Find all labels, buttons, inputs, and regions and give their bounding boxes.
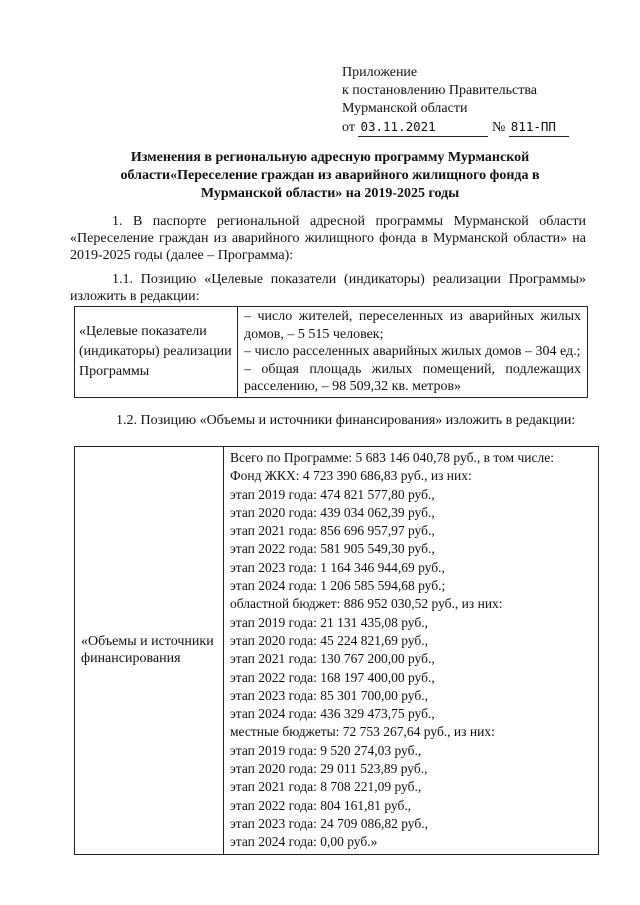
appendix-block xyxy=(342,64,569,137)
financing-line: этап 2024 года: 436 329 473,75 руб., xyxy=(230,706,435,722)
financing-line: Фонд ЖКХ: 4 723 390 686,83 руб., из них: xyxy=(230,468,472,484)
financing-line: этап 2021 года: 130 767 200,00 руб., xyxy=(230,651,435,667)
financing-line: этап 2021 года: 8 708 221,09 руб., xyxy=(230,779,422,795)
appendix-line-3: Мурманской области xyxy=(342,101,468,116)
financing-line: этап 2023 года: 24 709 086,82 руб., xyxy=(230,815,428,831)
targets-line: – общая площадь жилых помещений, подлежащих расселению, – 98 509,32 кв. метров» xyxy=(244,361,581,394)
financing-line: этап 2020 года: 45 224 821,69 руб., xyxy=(230,632,428,648)
from-label: от xyxy=(342,120,355,135)
appendix-line-2: к постановлению Правительства xyxy=(342,83,538,98)
paragraph-1-2: 1.2. Позицию «Объемы и источники финансирования» изложить в редакции: xyxy=(116,413,576,428)
financing-row xyxy=(75,447,599,855)
document-title: Изменения в региональную адресную программу Мурманской области«Переселение граждан из аварийного жилищного фонда в Мурманской области» на 2019-2025 годы xyxy=(120,150,540,201)
financing-values xyxy=(224,447,599,855)
financing-line: этап 2019 года: 21 131 435,08 руб., xyxy=(230,614,428,630)
decree-date: 03.11.2021 xyxy=(358,118,488,137)
decree-number: 811-ПП xyxy=(509,118,569,137)
financing-line: этап 2019 года: 474 821 577,80 руб., xyxy=(230,486,435,502)
number-label: № xyxy=(491,120,506,135)
financing-line: этап 2022 года: 804 161,81 руб., xyxy=(230,797,412,813)
targets-table xyxy=(74,306,588,398)
financing-line: Всего по Программе: 5 683 146 040,78 руб., в том числе: xyxy=(230,450,554,465)
paragraph-1-1: 1.1. Позицию «Целевые показатели (индикаторы) реализации Программы» изложить в редакции: xyxy=(70,272,586,304)
financing-table xyxy=(74,446,599,855)
financing-line: этап 2021 года: 856 696 957,97 руб., xyxy=(230,523,435,539)
targets-line: – число жителей, переселенных из аварийных жилых домов, – 5 515 человек; xyxy=(244,309,581,342)
financing-line: этап 2020 года: 29 011 523,89 руб., xyxy=(230,761,428,777)
financing-line: этап 2024 года: 1 206 585 594,68 руб.; xyxy=(230,578,446,594)
targets-values xyxy=(238,307,588,398)
targets-label: «Целевые показатели (индикаторы) реализации Программы xyxy=(75,307,238,398)
financing-label: «Объемы и источники финансирования xyxy=(75,447,224,855)
financing-line: этап 2020 года: 439 034 062,39 руб., xyxy=(230,504,435,520)
financing-line: этап 2023 года: 85 301 700,00 руб., xyxy=(230,687,428,703)
financing-line: этап 2024 года: 0,00 руб.» xyxy=(230,834,378,850)
financing-line: этап 2019 года: 9 520 274,03 руб., xyxy=(230,742,422,758)
financing-line: этап 2022 года: 168 197 400,00 руб., xyxy=(230,669,435,685)
appendix-line-1: Приложение xyxy=(342,65,418,80)
targets-line: – число расселенных аварийных жилых домов – 304 ед.; xyxy=(244,344,581,359)
financing-line: этап 2022 года: 581 905 549,30 руб., xyxy=(230,541,435,557)
financing-line: областной бюджет: 886 952 030,52 руб., из них: xyxy=(230,596,503,612)
targets-row xyxy=(75,307,588,398)
financing-line: местные бюджеты: 72 753 267,64 руб., из них: xyxy=(230,724,495,740)
financing-line: этап 2023 года: 1 164 346 944,69 руб., xyxy=(230,559,445,575)
paragraph-1: 1. В паспорте региональной адресной программы Мурманской области «Переселение граждан из аварийного жилищного фонда в Мурманской области» на 2019-2025 годы (далее – Программа): xyxy=(70,214,586,263)
appendix-date-row xyxy=(342,118,569,137)
